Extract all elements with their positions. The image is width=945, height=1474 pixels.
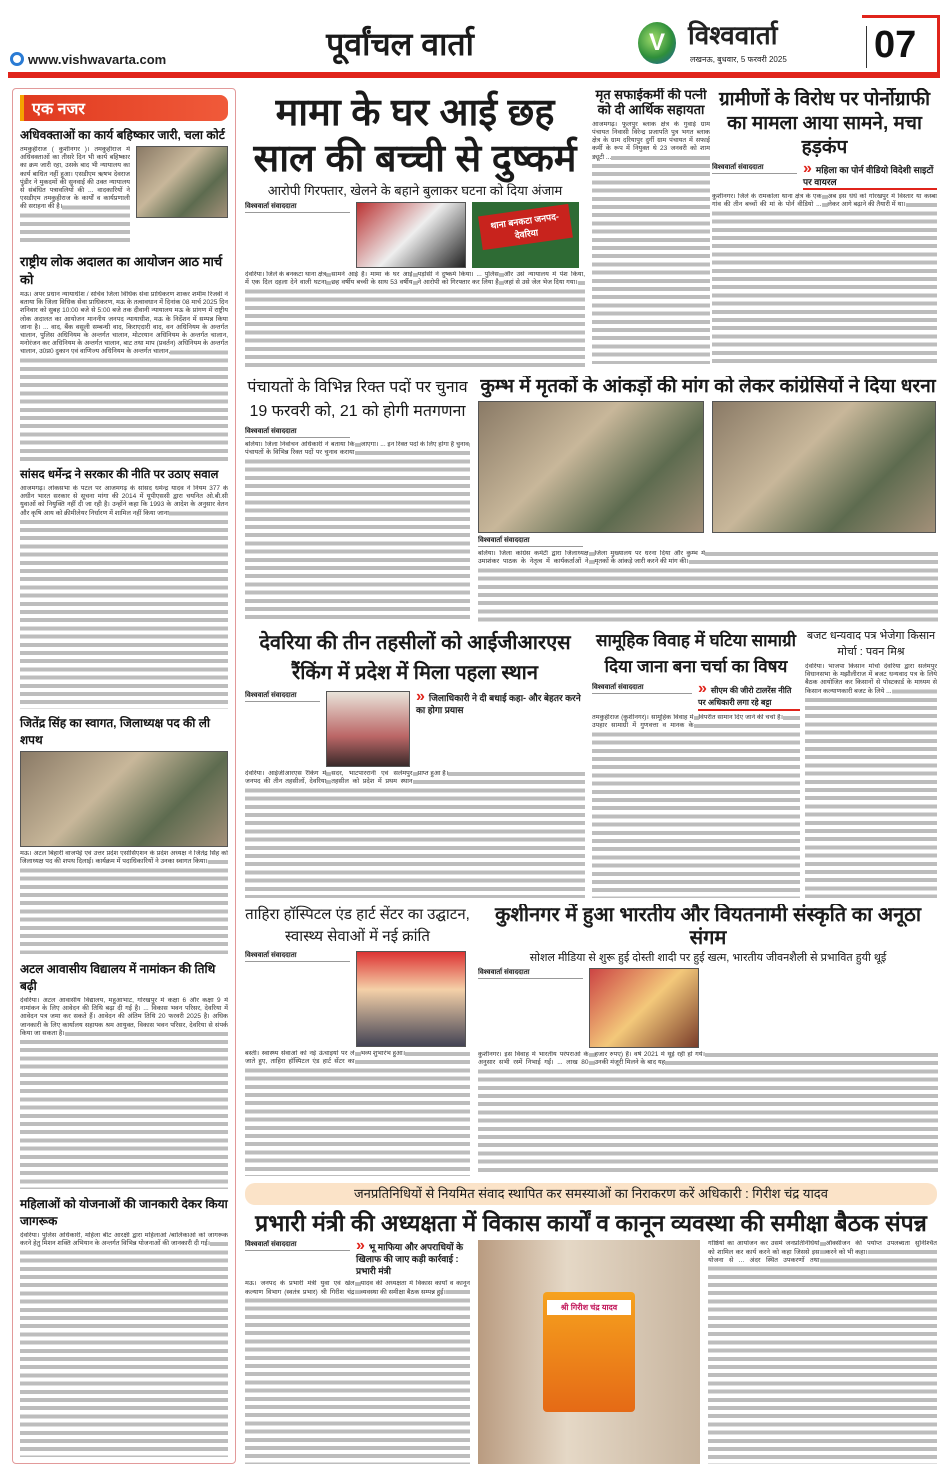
byline: विश्ववार्ता संवाददाता — [592, 683, 692, 694]
police-sign: थाना बनकटा जनपद-देवरिया — [478, 204, 573, 250]
globe-e-icon — [10, 52, 24, 66]
headline: देवरिया की तीन तहसीलों को आईजीआरएस रैंकिंग में प्रदेश में मिला पहला स्थान — [259, 632, 571, 684]
byline: विश्ववार्ता संवाददाता — [478, 968, 583, 979]
story-vivah — [592, 628, 800, 898]
article-body: बलिया। जिला कांग्रेस कमेटी द्वारा जिलाध्यक्ष उमाशंकर पाठक के नेतृत्व में कार्यकर्ताओं ने जिला मुख्यालय पर धरना दिया और कुम्भ में मृतकों के आंकड़े जारी करने की मांग की। — [478, 550, 938, 622]
article-body: बलिया। जिला निर्वाचन अधिकारी ने बताया कि पंचायतों के विभिन्न रिक्त पदों पर चुनाव कराया जाएगा। ... इन रिक्त पदों के लिए होगा है चुनाव — [245, 441, 470, 622]
byline: विश्ववार्ता संवाददाता — [245, 427, 350, 438]
divider — [866, 26, 867, 68]
article-body: देवरिया। भाजपा किसान मोर्चा देवरिया द्वारा सलेमपुर विधानसभा के मझौलीराज में बजट धन्यवाद पत्र के लिये बैठक आयोजित कर किसानों से पोस्टकार्ड के माध्यम से किसान कल्याणकारी बजट के लिये ... — [805, 663, 937, 898]
article-body: बस्ती। स्वास्थ्य सेवाओं को नई ऊंचाइयों पर ले जाते हुए, ताहिरा हॉस्पिटल एंड हार्ट सेंटर का भव्य शुभारंभ हुआ। — [245, 1050, 470, 1176]
news-photo — [356, 202, 466, 268]
section-title: पूर्वांचल वार्ता — [326, 26, 474, 62]
headline: प्रभारी मंत्री की अध्यक्षता में विकास कार्यों व कानून व्यवस्था की समीक्षा बैठक संपन्न — [255, 1210, 927, 1236]
headline: अटल आवासीय विद्यालय में नामांकन की तिथि बढ़ी — [20, 962, 216, 993]
lead-headline: मामा के घर आई छह साल की बच्ची से दुष्कर्म — [253, 92, 577, 180]
headline: जितेंद्र सिंह का स्वागत, जिलाध्यक्ष पद की ली शपथ — [20, 716, 210, 747]
story-kushinagar — [478, 904, 938, 1176]
story-budget — [805, 628, 937, 898]
article-body: तमकुहीराज ( कुशीनगर )। तमकुहीराज में अधिवक्ताओं का तीसरे दिन भी कार्य बहिष्कार का क्रम जारी रहा, उसके बाद भी न्यायालय का कार्य बाधित नहीं हुआ। एसडीएम ऋषभ देवराज पुंडीर ने मुकदमों की सुनवाई की उक्त न्यायालय से संबंधित पत्रावलियों की ... वादकारियों ने एसडीएम तमकुहीराज के कार्यों व कार्यप्रणाली की सराहना की है। — [20, 146, 130, 244]
story-panchayat — [245, 376, 470, 622]
article-body: कुशीनगर। इस विवाह में भारतीय परंपराओं के अनुसार सभी रस्में निभाई गईं। ... लाख 80 हजार रुपए) है। वर्ष 2021 में थूई रही हो गये। उनकी मंजूरी मिलने के बाद यह — [478, 1051, 938, 1176]
byline: विश्ववार्ता संवाददाता — [712, 163, 797, 174]
headline: बजट धन्यवाद पत्र भेजेगा किसान मोर्चा : पवन मिश्र — [806, 630, 936, 658]
story-porn — [712, 88, 937, 364]
police-sign-photo — [472, 202, 579, 268]
news-photo — [136, 146, 228, 218]
news-photo — [356, 951, 466, 1047]
lead-story — [245, 90, 585, 368]
minister-nameplate — [543, 1292, 635, 1412]
headline: कुशीनगर में हुआ भारतीय और वियतनामी संस्कृति का अनूठा संगम — [494, 904, 922, 949]
headline: सामूहिक विवाह में घटिया सामाग्री दिया जाना बना चर्चा का विषय — [595, 631, 797, 676]
brand-name: विश्ववार्ता — [688, 20, 778, 50]
page-number: 07 — [874, 24, 917, 66]
article-body: देवरिया। पुलिस अधिकारी, महिला बीट आरक्षी द्वारा महिलाओं /बालिकाओं को जागरूक करने हेतु मिशन शक्ति अभियान के अन्तर्गत विभिन्न योजनाओं की जानकारी दी गई। — [20, 1232, 228, 1457]
headline: पंचायतों के विभिन्न रिक्त पदों पर चुनाव 19 फरवरी को, 21 को होगी मतगणना — [247, 379, 468, 420]
news-photo — [478, 401, 704, 533]
byline: विश्ववार्ता संवाददाता — [478, 536, 583, 547]
subheadline: » सीएम की जीरो टालरेंस नीति पर अधिकारी लगा रहे बट्टा — [698, 683, 800, 711]
quote-banner: जनप्रतिनिधियों से नियमित संवाद स्थापित कर समस्याओं का निराकरण करें अधिकारी : गिरीश चंद्र यादव — [245, 1183, 937, 1205]
wedding-photo — [589, 968, 699, 1048]
subheadline: » महिला का पोर्न वीडियो विदेशी साइटों पर वायरल — [803, 163, 937, 190]
headline: महिलाओं को योजनाओं की जानकारी देकर किया जागरूक — [20, 1197, 228, 1228]
header-rule — [8, 72, 940, 78]
byline: विश्ववार्ता संवाददाता — [245, 1240, 350, 1251]
article-body: आजमगढ़। फूलपुर ब्लाक क्षेत्र के गुवाई ग्राम पंचायत निवासी विरेन्द्र प्रजापति पुत्र भगत ब्लाक क्षेत्र के ग्राम दरियापुर दुर्गी ग्राम पंचायत में सफाई कर्मी के रूप में नियुक्त थे 23 जनवरी को शाम ड्यूटी ... — [592, 121, 710, 364]
minister-photo — [478, 1240, 700, 1464]
byline: विश्ववार्ता संवाददाता — [245, 951, 350, 962]
news-photo — [712, 401, 936, 533]
headline: मृत सफाईकर्मी की पत्नी को दी आर्थिक सहायता — [595, 88, 707, 117]
nameplate-text: श्री गिरीश चंद्र यादव — [547, 1300, 631, 1315]
ek-nazar-banner: एक नजर — [20, 95, 228, 121]
official-photo — [326, 691, 410, 767]
brand-logo-icon: V — [638, 22, 676, 64]
story-tahira — [245, 904, 470, 1176]
headline: अधिवक्ताओं का कार्य बहिष्कार जारी, चला कोर्ट — [20, 128, 225, 142]
headline: ग्रामीणों के विरोध पर पोर्नोग्राफी का मामला आया सामने, मचा हड़कंप — [718, 89, 931, 158]
dateline: लखनऊ, बुधवार, 5 फरवरी 2025 — [690, 55, 787, 64]
article-body: मऊ। जनपद के प्रभारी मंत्री युवा एवं खेल कल्याण विभाग (स्वतंत्र प्रभार) श्री गिरीश चंद्र यादव की अध्यक्षता में विकास कार्यों व कानून व्यवस्था की समीक्षा बैठक सम्पन्न हुई। — [245, 1280, 470, 1464]
news-photo — [20, 751, 228, 847]
headline: सांसद धर्मेन्द्र ने सरकार की नीति पर उठाए सवाल — [20, 469, 219, 481]
story-kumbh — [478, 376, 938, 622]
story-safai — [592, 88, 710, 364]
headline: राष्ट्रीय लोक अदालत का आयोजन आठ मार्च को — [20, 254, 223, 287]
article-body: गोष्ठियों का आयोजन कर उसमें जनप्रतिनिधियों को शामिल कर कार्य करने को कहा जिससे इस योजना से ... अंदर स्थित उपकरणों तथा ऑक्सीजन की पर्याप्त उपलब्धता सुनिश्चित करने को भी कहा। — [708, 1240, 937, 1464]
article-body: मऊ। अपर प्रधान न्यायाधीश / सचिव जिला विधिक सेवा प्राधिकरण शाकर शमीम रिजवी ने बताया कि जिला विधिक सेवा प्राधिकरण, मऊ के तत्वावधान में दिनांक 08 मार्च 2025 दिन शनिवार को सुबह 10:00 बजे से 5:00 बजे तक दीवानी न्यायालय मऊ के प्रांगण में राष्ट्रीय लोक अदालत का आयोजन माननीय जनपद न्यायाधीश, मऊ के निर्देशन में सम्पन्न किया जाना है। ... वाद, बैंक वसूली सम्बन्धी वाद, किराएदारी वाद, वन अधिनियम के अन्तर्गत चालान, पुलिस अधिनियम के अन्तर्गत चालान, मोटरयान अधिनियम के अन्तर्गत चालान, मनोरंजन कर अधिनियम के अन्तर्गत चालान, बाट तथा माप (प्रवर्तन) अधिनियम के अन्तर्गत चालान, उ0प्र0 दुकान एवं वाणिज्य अधिनियम के अन्तर्गत चालान, — [20, 291, 228, 461]
ek-nazar-column — [12, 88, 236, 1464]
article-body: मऊ। अटल बिहारी वाजपेई एवं उत्तर प्रदेश एसोसिएशन के प्रदेश अध्यक्ष ने जितेंद्र सिंह को जिलाध्यक्ष पद की शपथ दिलाई। कार्यक्रम में पदाधिकारियों ने उनका स्वागत किया। — [20, 850, 228, 954]
story-igrs — [245, 628, 585, 898]
article-body: कुशीनगर। जिले के रामकोला थाना क्षेत्र के एक गांव की तीन बच्चों की मां के पोर्न वीडियो ... अब इस धंधे को गोरखपुर में विस्तार या कस्बा लेकर आगे बढ़ाने की तैयारी में था। — [712, 193, 937, 364]
article-body: तमकुहीराज (कुशीनगर)। सामूहिक विवाह में उपहार सामाग्री में गुणवत्ता व मानक के विपरीत सामान दिए जाने की चर्चा है। — [592, 714, 800, 898]
byline: विश्ववार्ता संवाददाता — [245, 691, 320, 702]
masthead — [0, 0, 945, 80]
subheadline: सोशल मीडिया से शुरू हुई दोस्ती शादी पर हुई खत्म, भारतीय जीवनशैली से प्रभावित हुयी थूई — [529, 952, 887, 964]
subheadline: » जिलाधिकारी ने दी बधाई कहा- और बेहतर करने का होगा प्रयास — [416, 691, 585, 716]
article-body: देवरिया। आईजीआरएस रैंकिंग में जनपद की तीन तहसीलों, देवरिया सदर, भाटपाररानी एवं सलेमपुर तहसील को प्रदेश में प्रथम स्थान प्राप्त हुआ है। — [245, 770, 585, 898]
article-body: देवरिया। जिले के बनकटा थाना क्षेत्र में एक दिल दहला देने वाली घटना सामने आई है। मामा के घर आई छह वर्षीय बच्ची के साथ 53 वर्षीय पड़ोसी ने दुष्कर्म किया। ... पुलिस ने आरोपी को गिरफ्तार कर लिया है और उसे न्यायालय में पेश किया, जहां से उसे जेल भेज दिया गया। — [245, 271, 585, 368]
subheadline: » भू माफिया और अपराधियों के खिलाफ की जाए कड़ी कार्रवाई : प्रभारी मंत्री — [356, 1240, 470, 1277]
headline: ताहिरा हॉस्पिटल एंड हार्ट सेंटर का उद्घाटन, स्वास्थ्य सेवाओं में नई क्रांति — [245, 906, 470, 945]
website-url[interactable]: www.vishwavarta.com — [28, 52, 167, 67]
headline: कुम्भ में मृतकों के आंकड़ों की मांग को लेकर कांग्रेसियों ने दिया धरना — [480, 376, 936, 397]
article-body: देवरिया। अटल आवासीय विद्यालय, महुआभाट, गोरखपुर में कक्षा 6 और कक्षा 9 में नामांकन के लिए आवेदन की तिथि बढ़ा दी गई है। ... विकास भवन परिसर, देवरिया में आवेदन पत्र जमा कर सकते हैं। आवेदन की अंतिम तिथि 20 फरवरी 2025 है। अधिक जानकारी के लिए कार्यालय सहायक श्रम आयुक्त, विकास भवन परिसर, देवरिया से संपर्क किया जा सकता है। — [20, 997, 228, 1189]
article-body: आजमगढ़। लोकसभा के पटल पर आजमगढ़ के सांसद धर्मेन्द्र यादव ने नियम 377 के अधीन भारत सरकार से सूचना मांगा की 2014 में यूपीएससी द्वारा चयनित ओ.बी.सी युवाओं को नियुक्ति नहीं दी जा रही है। उन्होंने कहा कि 1993 के आदेश के अनुसार वेतन और कृषि आय को क्रीमीलेयर निर्धारण में शामिल नहीं किया जाना — [20, 485, 228, 709]
lead-subheadline: आरोपी गिरफ्तार, खेलने के बहाने बुलाकर घटना को दिया अंजाम — [267, 183, 563, 198]
story-prabhari — [245, 1210, 937, 1464]
byline: विश्ववार्ता संवाददाता — [245, 202, 350, 213]
